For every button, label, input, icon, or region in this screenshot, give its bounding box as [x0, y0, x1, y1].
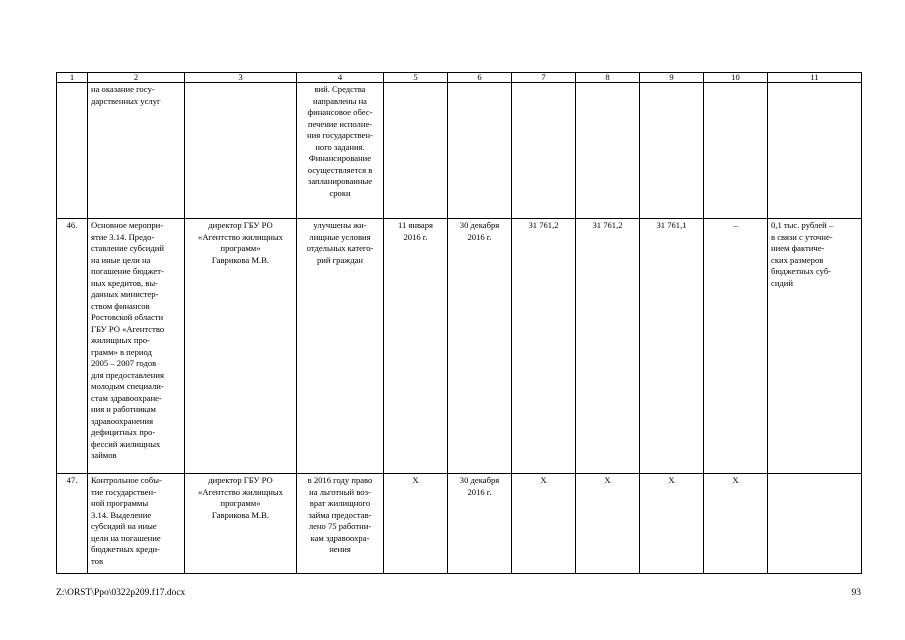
actual-amount-cell: Х — [640, 474, 704, 574]
file-path: Z:\ORST\Ppo\0322p209.f17.docx — [56, 588, 186, 598]
end-date-cell — [448, 219, 512, 474]
note-cell — [768, 474, 862, 574]
header-cell: 3 — [185, 73, 297, 83]
header-cell: 4 — [297, 73, 384, 83]
cell-line: печение исполне- — [307, 118, 373, 129]
cell-line: на оказание госу- — [91, 84, 155, 94]
cell-line: фессий жилищных — [91, 438, 161, 449]
cell-line: ной программы — [91, 498, 149, 508]
executor-cell — [185, 83, 297, 219]
cell-line: погашение бюджет- — [91, 266, 164, 276]
cell-line: осуществляется в — [307, 164, 373, 175]
row-number-cell: 46. — [57, 219, 88, 474]
cell-line: ГБУ РО «Агентство — [91, 323, 165, 334]
cell-line: «Агентство жилищных — [198, 231, 283, 242]
cell-line: Ростовской области — [91, 312, 164, 322]
cell-line: лищные условия — [309, 231, 371, 242]
start-date-cell — [384, 474, 448, 574]
cell-line: отдельных катего- — [306, 243, 374, 253]
cell-line: вий. Средства — [314, 84, 366, 94]
cell-line: 11 января — [398, 220, 433, 230]
header-cell: 11 — [768, 73, 862, 83]
header-cell: 7 — [512, 73, 576, 83]
cell-line: 0,1 тыс. рублей – — [771, 220, 834, 230]
remainder-cell — [704, 83, 768, 219]
cell-line: сроки — [329, 187, 351, 198]
cell-line: Гаврикова М.В. — [211, 509, 270, 520]
header-cell: 2 — [88, 73, 185, 83]
activity-name-cell — [88, 219, 185, 474]
row-number-cell: 47. — [57, 474, 88, 574]
cell-line: бюджетных креди- — [91, 544, 160, 554]
cell-line: на льготный воз- — [309, 486, 371, 497]
start-date-cell — [384, 83, 448, 219]
cell-line: кам здравоохра- — [310, 532, 370, 543]
remainder-cell: – — [704, 219, 768, 474]
cell-line: врат жилищного — [309, 498, 371, 508]
cell-line: ством финансов — [91, 300, 150, 311]
activity-name-cell — [88, 474, 185, 574]
planned-amount-cell: Х — [512, 474, 576, 574]
table-row — [57, 83, 862, 219]
cell-line: для предоставления — [91, 369, 164, 380]
note-cell — [768, 219, 862, 474]
start-date-cell — [384, 219, 448, 474]
header-cell: 5 — [384, 73, 448, 83]
cell-line: 3.14. Выделение — [91, 509, 152, 520]
cell-line: молодым специали- — [91, 381, 164, 391]
header-row — [57, 73, 862, 83]
header-cell: 8 — [576, 73, 640, 83]
cell-line: 2016 г. — [467, 486, 492, 497]
row-number-cell — [57, 83, 88, 219]
cell-line: ных кредитов, вы- — [91, 277, 158, 288]
cell-line: 2005 – 2007 годов — [91, 358, 157, 368]
cell-line: стам здравоохране- — [91, 392, 162, 403]
cell-line: ставление субсидий — [91, 243, 164, 253]
cell-line: программ» — [220, 498, 261, 508]
cell-line: «Агентство жилищных — [198, 486, 283, 497]
header-cell: 6 — [448, 73, 512, 83]
cell-line: в 2016 году право — [307, 475, 373, 485]
cell-line: финансовое обес- — [307, 107, 373, 117]
cell-line: Гаврикова М.В. — [211, 254, 270, 265]
cell-line: ских размеров — [771, 254, 824, 265]
cell-line: рий граждан — [316, 254, 363, 265]
plan-table — [56, 72, 862, 574]
cell-line: Финансирование — [308, 153, 372, 163]
cell-line: направлены на — [313, 95, 367, 106]
cell-line: цели на погашение — [91, 532, 161, 543]
cell-line: лено 75 работни- — [308, 521, 372, 531]
cell-line: директор ГБУ РО — [208, 475, 273, 485]
actual-amount-cell: 31 761,1 — [640, 219, 704, 474]
cell-line: здравоохранения — [91, 415, 154, 426]
planned-amount-cell — [512, 83, 576, 219]
cell-line: нения — [329, 544, 351, 554]
end-date-cell — [448, 83, 512, 219]
actual-amount-cell — [640, 83, 704, 219]
cell-line: жилищных про- — [91, 335, 150, 345]
header-cell: 1 — [57, 73, 88, 83]
end-date-cell — [448, 474, 512, 574]
table-row — [57, 474, 862, 574]
cell-line: 2016 г. — [467, 231, 492, 242]
cell-line: дефицитных про- — [91, 427, 156, 437]
cell-line: бюджетных суб- — [771, 266, 832, 276]
contract-amount-cell: Х — [576, 474, 640, 574]
executor-cell — [185, 219, 297, 474]
cell-line: 2016 г. — [403, 231, 428, 242]
cell-line: грамм» в период — [91, 346, 152, 357]
cell-line: нием фактиче- — [771, 243, 825, 253]
cell-line: данных министер- — [91, 289, 159, 299]
cell-line: дарственных услуг — [91, 95, 161, 106]
contract-amount-cell — [576, 83, 640, 219]
cell-line: ния государствен- — [307, 130, 373, 140]
cell-line: сидий — [771, 277, 793, 288]
header-cell: 10 — [704, 73, 768, 83]
cell-line: Основное меропри- — [91, 220, 164, 230]
cell-line: программ» — [220, 243, 261, 253]
table-row — [57, 219, 862, 474]
cell-line: запланированные — [307, 176, 373, 186]
remainder-cell: Х — [704, 474, 768, 574]
cell-line: в связи с уточне- — [771, 231, 833, 242]
cell-line: улучшены жи- — [313, 220, 367, 230]
cell-line: директор ГБУ РО — [208, 220, 273, 230]
cell-line: на иные цели на — [91, 254, 151, 265]
cell-line: займа предостав- — [308, 509, 372, 520]
page-number: 93 — [851, 588, 861, 598]
note-cell — [768, 83, 862, 219]
cell-line: Х — [412, 475, 419, 485]
cell-line: субсидий на иные — [91, 521, 157, 531]
result-cell — [297, 219, 384, 474]
header-cell: 9 — [640, 73, 704, 83]
activity-name-cell — [88, 83, 185, 219]
cell-line: Контрольное собы- — [91, 475, 162, 485]
cell-line: ния и работникам — [91, 404, 156, 414]
table-body — [57, 73, 862, 574]
executor-cell — [185, 474, 297, 574]
cell-line: ного задания. — [315, 141, 365, 152]
cell-line: 30 декабря — [459, 220, 500, 230]
cell-line: тов — [91, 555, 103, 566]
planned-amount-cell: 31 761,2 — [512, 219, 576, 474]
result-cell — [297, 474, 384, 574]
contract-amount-cell: 31 761,2 — [576, 219, 640, 474]
cell-line: займов — [91, 450, 117, 460]
cell-line: 30 декабря — [459, 475, 500, 485]
cell-line: тие государствен- — [91, 486, 156, 497]
result-cell — [297, 83, 384, 219]
cell-line: ятие 3.14. Предо- — [91, 231, 155, 242]
